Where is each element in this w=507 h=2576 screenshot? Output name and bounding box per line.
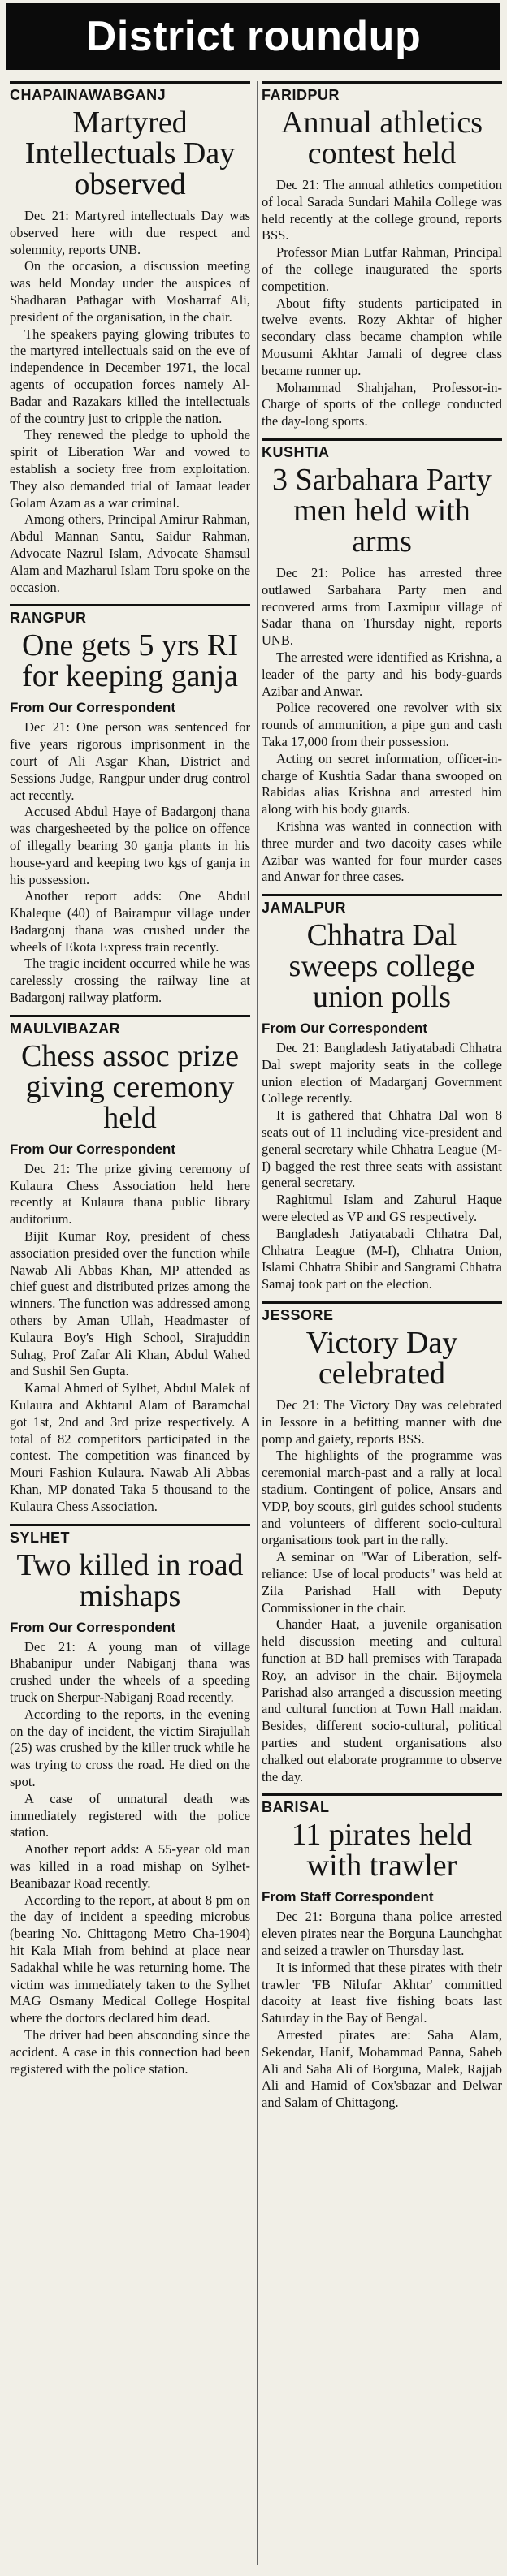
article-paragraph: Dec 21: Borguna thana police arrested eleven pirates near the Borguna Launchghat and seized a trawler on Thursday last. [262, 1909, 502, 1958]
article-jessore [262, 1301, 502, 1785]
article-paragraph: The driver had been absconding since the accident. A case in this connection had been registered with the police station. [10, 2026, 250, 2077]
article-paragraph: Raghitmul Islam and Zahurul Haque were elected as VP and GS respectively. [262, 1192, 502, 1225]
article-paragraph: Dec 21: One person was sentenced for five years rigorous imprisonment in the court of Ali Asgar Khan, District and Sessions Judge, Rangpur under drug control act recently. [10, 719, 250, 803]
article-paragraph: Acting on secret information, officer-in-charge of Kushtia Sadar thana swooped on Rabidas alias Krishna and arrested him along with his body guards. [262, 750, 502, 818]
article-byline: From Staff Correspondent [262, 1889, 434, 1905]
article-paragraph: Dec 21: Bangladesh Jatiyatabadi Chhatra Dal swept majority seats in the college union election of Madarganj Government College recently. [262, 1040, 502, 1107]
article-paragraph: They renewed the pledge to uphold the spirit of Liberation War and vowed to establish a society free from exploitation. They also demanded trial of Jamaat leader Golam Azam as a war criminal. [10, 427, 250, 511]
column-divider [257, 81, 258, 2565]
article-paragraph: Dec 21: The prize giving ceremony of Kulaura Chess Association held here recently at Kulaura thana public library auditorium. [10, 1160, 250, 1228]
article-paragraph: Dec 21: The Victory Day was celebrated in Jessore in a befitting manner with due pomp and gaiety, reports BSS. [262, 1397, 502, 1447]
right-column [262, 81, 502, 2120]
article-headline: 3 Sarbahara Party men held with arms [271, 462, 492, 559]
article-paragraph: Chander Haat, a juvenile organisation held discussion meeting and cultural function at BD hall premises with Tarapada Roy, an advisor in the chair. Bijoymela Parishad also arranged a discussion meeting and cultural function at Town Hall maidan. Besides, different socio-cultural, political parties and student organisations also chalked out elaborate programme to observe the day. [262, 1616, 502, 1784]
article-barisal [262, 1793, 502, 2112]
section-label: KUSHTIA [262, 438, 502, 461]
article-byline: From Our Correspondent [262, 1020, 428, 1037]
article-byline: From Our Correspondent [10, 700, 176, 716]
article-paragraph: Dec 21: Martyred intellectuals Day was observed here with due respect and solemnity, reports UNB. [10, 208, 250, 257]
article-paragraph: About fifty students participated in twelve events. Rozy Akhtar of higher secondary class became champion while Mousumi Akhtar Jamali of degree class became runner up. [262, 295, 502, 378]
section-label: JESSORE [262, 1301, 502, 1324]
article-paragraph: Kamal Ahmed of Sylhet, Abdul Malek of Kulaura and Akhtarul Alam of Baramchal got 1st, 2nd and 3rd prize respectively. A total of 82 competitors participated in the contest. The competition was financed by Mouri Fashion Kulaura. Nawab Ali Abbas Khan, MP donated Taka 5 thousand to the Kulaura Chess Association. [10, 1380, 250, 1514]
article-kushtia [262, 438, 502, 886]
article-paragraph: Another report adds: One Abdul Khaleque (40) of Bairampur village under Badargonj thana was crushed under the wheels of Ekota Express train recently. [10, 888, 250, 955]
article-paragraph: It is gathered that Chhatra Dal won 8 seats out of 11 including vice-president and general secretary while Chhatra League (M-I) bagged the rest three seats with assistant general secretary. [262, 1107, 502, 1191]
section-label: JAMALPUR [262, 894, 502, 917]
article-paragraph: Police recovered one revolver with six rounds of ammunition, a pipe gun and cash Taka 17,000 from their possession. [262, 700, 502, 749]
article-sylhet [10, 1524, 250, 2078]
article-paragraph: The tragic incident occurred while he was carelessly crossing the railway line at Badargonj railway platform. [10, 956, 250, 1006]
article-paragraph: A case of unnatural death was immediately registered with the police station. [10, 1790, 250, 1840]
article-paragraph: On the occasion, a discussion meeting was held Monday under the auspices of Shadharan Pathagar with Mosharraf Ali, president of the organisation, in the chair. [10, 258, 250, 325]
article-faridpur [262, 81, 502, 430]
article-paragraph: Krishna was wanted in connection with three murder and two dacoity cases while Azibar was wanted for four murder cases and Anwar for three cases. [262, 818, 502, 885]
article-paragraph: Professor Mian Lutfar Rahman, Principal of the college inaugurated the sports competition. [262, 244, 502, 294]
article-paragraph: A seminar on "War of Liberation, self-reliance: Use of local products" was held at Zila Parishad Hall with Deputy Commissioner in the chair. [262, 1549, 502, 1616]
article-rangpur [10, 604, 250, 1007]
article-paragraph: Another report adds: A 55-year old man was killed in a road mishap on Sylhet-Beanibazar Road recently. [10, 1841, 250, 1891]
section-label: MAULVIBAZAR [10, 1015, 250, 1038]
article-paragraph: Accused Abdul Haye of Badargonj thana was chargesheeted by the police on offence of illegally bearing 30 ganja plants in his house-yard and keeping two kgs of ganja in his possession. [10, 804, 250, 887]
page-banner: District roundup [6, 3, 500, 70]
section-label: BARISAL [262, 1793, 502, 1816]
article-chapainawabganj [10, 81, 250, 596]
article-paragraph: Dec 21: Police has arrested three outlawed Sarbahara Party men and recovered arms from Laxmipur village of Sadar thana on Thursday night, reports UNB. [262, 564, 502, 649]
article-paragraph: According to the report, at about 8 pm on the day of incident a speeding microbus (bearing No. Chittagong Metro Cha-1904) hit Kala Miah from behind at place near Sadakhal while he was returning home. The victim was immediately taken to the Sylhet MAG Osmany Medical College Hospital where the doctors declared him dead. [10, 1892, 250, 2026]
article-paragraph: Bijit Kumar Roy, president of chess association presided over the function while Nawab Ali Abbas Khan, MP attended as chief guest and distributed prizes among the winners. The function was addressed among others by Aman Ullah, Headmaster of Kulaura Boy's High School, Sirajuddin Suhag, Prof Zafar Ali Khan, Abdul Wahed and Sushil Sen Gupta. [10, 1228, 250, 1379]
article-headline: Two killed in road mishaps [16, 1547, 244, 1613]
article-paragraph: Arrested pirates are: Saha Alam, Sekendar, Hanif, Mohammad Panna, Saheb Ali and Saha Ali of Borguna, Malek, Rajjab Ali and Hamid of Cox'sbazar and Delwar and Salam of Chittagong. [262, 2026, 502, 2111]
section-label: SYLHET [10, 1524, 250, 1547]
article-paragraph: Bangladesh Jatiyatabadi Chhatra Dal, Chhatra League (M-I), Chhatra Union, Islami Chhatra Shibir and Sangrami Chhatra Samaj took part on the election. [262, 1225, 502, 1292]
article-paragraph: Dec 21: A young man of village Bhabanipur under Nabiganj thana was crushed under the wheels of a speeding truck on Sherpur-Nabiganj Road recently. [10, 1638, 250, 1705]
article-paragraph: Mohammad Shahjahan, Professor-in-Charge of sports of the college conducted the day-long sports. [262, 379, 502, 429]
section-label: FARIDPUR [262, 81, 502, 104]
article-byline: From Our Correspondent [10, 1141, 176, 1157]
section-label: CHAPAINAWABGANJ [10, 81, 250, 104]
article-headline: Victory Day celebrated [306, 1326, 458, 1392]
left-column [10, 81, 250, 2086]
article-paragraph: Dec 21: The annual athletics competition of local Sarada Sundari Mahila College was held recently at the college ground, reports BSS. [262, 177, 502, 244]
article-maulvibazar [10, 1015, 250, 1516]
article-headline: Annual athletics contest held [281, 106, 483, 170]
article-headline: Chhatra Dal sweeps college union polls [288, 918, 475, 1015]
article-jamalpur [262, 894, 502, 1293]
article-paragraph: The speakers paying glowing tributes to the martyred intellectuals said on the eve of independence in December 1971, the local agents of occupation forces namely Al-Badar and Razakars killed the intellectuals of the country just to cripple the nation. [10, 326, 250, 426]
article-headline: 11 pirates held with trawler [291, 1818, 473, 1883]
article-headline: Chess assoc prize giving ceremony held [20, 1038, 240, 1135]
section-label: RANGPUR [10, 604, 250, 627]
article-paragraph: According to the reports, in the evening on the day of incident, the victim Sirajullah (25) was crushed by the killer truck while he was trying to cross the road. He died on the spot. [10, 1706, 250, 1789]
article-paragraph: It is informed that these pirates with their trawler 'FB Nilufar Akhtar' committed dacoity at least five fishing boats last Saturday in the Bay of Bengal. [262, 1959, 502, 2026]
article-paragraph: Among others, Principal Amirur Rahman, Abdul Mannan Santu, Saidur Rahman, Advocate Nazrul Islam, Advocate Shamsul Alam and Mazharul Islam Toru spoke on the occasion. [10, 511, 250, 595]
article-headline: Martyred Intellectuals Day observed [24, 106, 236, 201]
article-byline: From Our Correspondent [10, 1619, 176, 1635]
article-headline: One gets 5 yrs RI for keeping ganja [22, 628, 238, 694]
article-paragraph: The highlights of the programme was ceremonial march-past and a rally at local stadium. Contingent of police, Ansars and VDP, boy scouts, girl guides school students and volunteers of different socio-cultural organisations took part in the rally. [262, 1448, 502, 1548]
article-paragraph: The arrested were identified as Krishna, a leader of the party and his body-guards Azibar and Anwar. [262, 649, 502, 699]
